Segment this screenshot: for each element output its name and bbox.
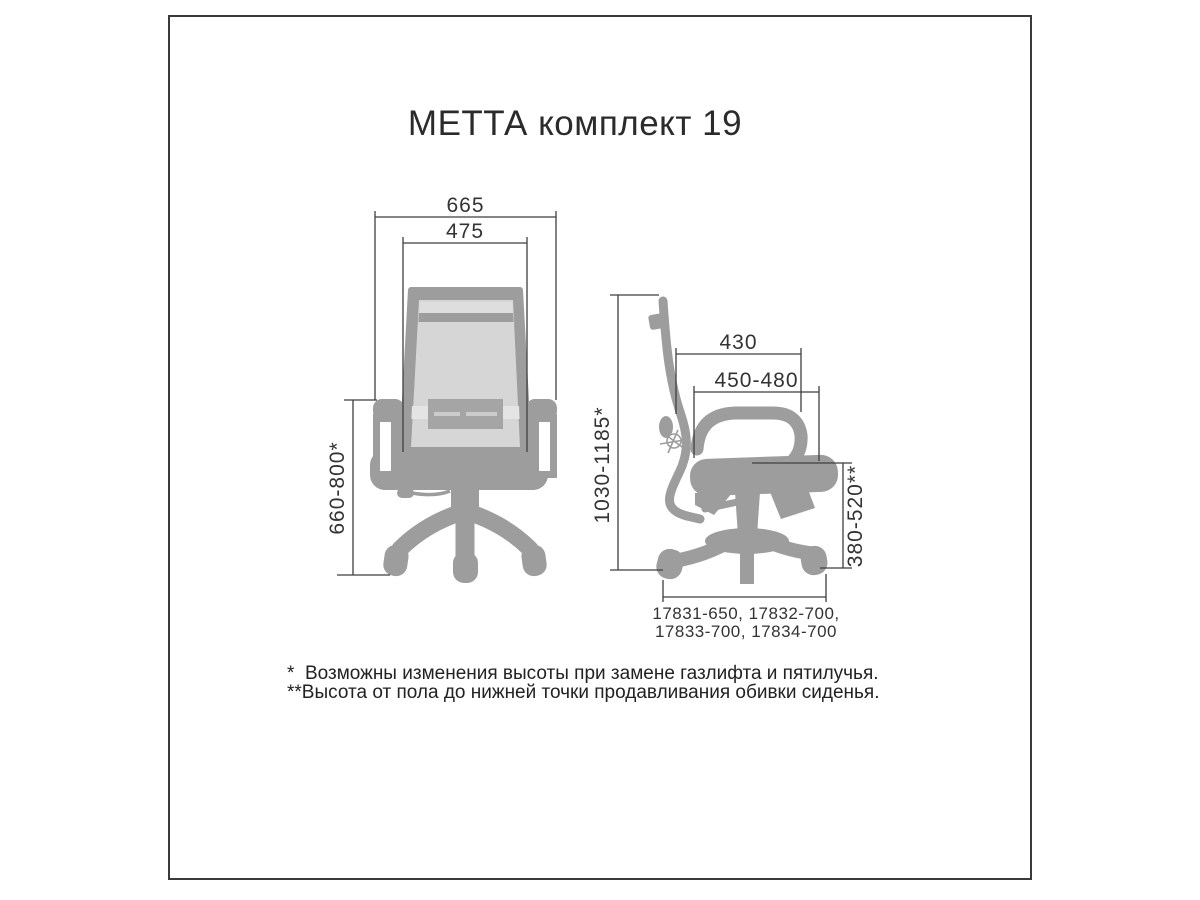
lumbar-dash — [466, 412, 497, 416]
front-width-outer-label: 665 — [446, 194, 485, 217]
side-armrest-depth-label: 430 — [719, 331, 758, 354]
base-codes-line-2: 17833-700, 17834-700 — [654, 622, 838, 641]
chair-front-silhouette — [370, 290, 557, 583]
lumbar-dash — [434, 412, 460, 416]
side-seat-height-label: 380-520** — [844, 464, 867, 568]
front-height-range-label: 660-800* — [326, 441, 349, 535]
base-codes-line-1: 17831-650, 17832-700, — [652, 604, 840, 623]
side-seat-depth-label: 450-480 — [714, 369, 799, 392]
front-width-inner-label: 475 — [445, 220, 485, 243]
footnote-seat-height: **Высота от пола до нижней точки продавливания обивки сиденья. — [287, 682, 880, 703]
diagram-title: МЕТТА комплект 19 — [407, 104, 743, 143]
side-total-height-label: 1030-1185* — [591, 406, 614, 524]
footnote-gas-lift: * Возможны изменения высоты при замене газлифта и пятилучья. — [287, 663, 879, 684]
